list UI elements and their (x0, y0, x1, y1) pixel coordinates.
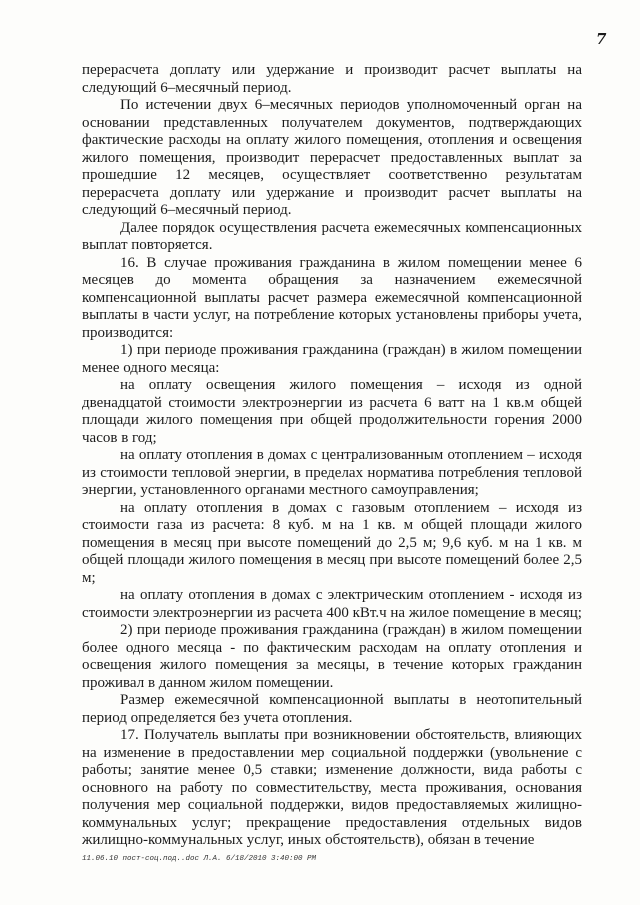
list-item: на оплату освещения жилого помещения – исходя из одной двенадцатой стоимости электроэнергии из расчета 6 ватт на 1 кв.м общей площади жилого помещения при общей продолжительности горения 2000 часов в год; (82, 377, 582, 446)
paragraph-clause-17: 17. Получатель выплаты при возникновении обстоятельств, влияющих на изменение в предоставлении мер социальной поддержки (увольнение с работы; занятие менее 0,5 ставки; изменение должности, вида работы с основного на работу по совместительству, места проживания, основания получения мер социальной поддержки, видов предоставляемых жилищно-коммунальных услуг; прекращение предоставления отдельных видов жилищно-коммунальных услуг, иных обстоятельств), обязан в течение (82, 727, 582, 848)
paragraph: Далее порядок осуществления расчета ежемесячных компенсационных выплат повторяется. (82, 219, 582, 253)
paragraph-clause-16: 16. В случае проживания гражданина в жилом помещении менее 6 месяцев до момента обращения за назначением ежемесячной компенсационной выплаты расчет размера ежемесячной компенсационной выплаты в части услуг, на потребление которых установлены приборы учета, производится: (82, 254, 582, 341)
list-item: на оплату отопления в домах с электрическим отоплением - исходя из стоимости электроэнергии из расчета 400 кВт.ч на жилое помещение в месяц; (82, 587, 582, 621)
page-number: 7 (596, 30, 607, 48)
list-item: на оплату отопления в домах с централизованным отоплением – исходя из стоимости тепловой энергии, в пределах норматива потребления тепловой энергии, установленного органами местного самоуправления; (82, 447, 582, 498)
document-footer: 11.06.10 пост-соц.под..doc Л.А. 6/18/2010 3:40:00 PM (82, 855, 317, 863)
list-item: 2) при периоде проживания гражданина (граждан) в жилом помещении более одного месяца - по фактическим расходам на оплату отопления и освещения жилого помещения за месяцы, в течение которых гражданин проживал в данном жилом помещении. (82, 622, 582, 691)
document-body (82, 62, 582, 850)
paragraph: Размер ежемесячной компенсационной выплаты в неотопительный период определяется без учета отопления. (82, 692, 582, 726)
list-item: на оплату отопления в домах с газовым отоплением – исходя из стоимости газа из расчета: 8 куб. м на 1 кв. м общей площади жилого помещения в месяц при высоте помещений до 2,5 м; 9,6 куб. м на 1 кв. м общей площади жилого помещения в месяц при высоте помещений более 2,5 м; (82, 499, 582, 586)
paragraph-continuation: перерасчета доплату или удержание и производит расчет выплаты на следующий 6–месячный период. (82, 62, 582, 96)
list-item: 1) при периоде проживания гражданина (граждан) в жилом помещении менее одного месяца: (82, 342, 582, 376)
paragraph: По истечении двух 6–месячных периодов уполномоченный орган на основании представленных получателем документов, подтверждающих фактические расходы на оплату жилого помещения, отопления и освещения жилого помещения, производит перерасчет предоставленных выплат за прошедшие 12 месяцев, осуществляет соответственно результатам перерасчета доплату или удержание и производит расчет выплаты на следующий 6–месячный период. (82, 97, 582, 218)
